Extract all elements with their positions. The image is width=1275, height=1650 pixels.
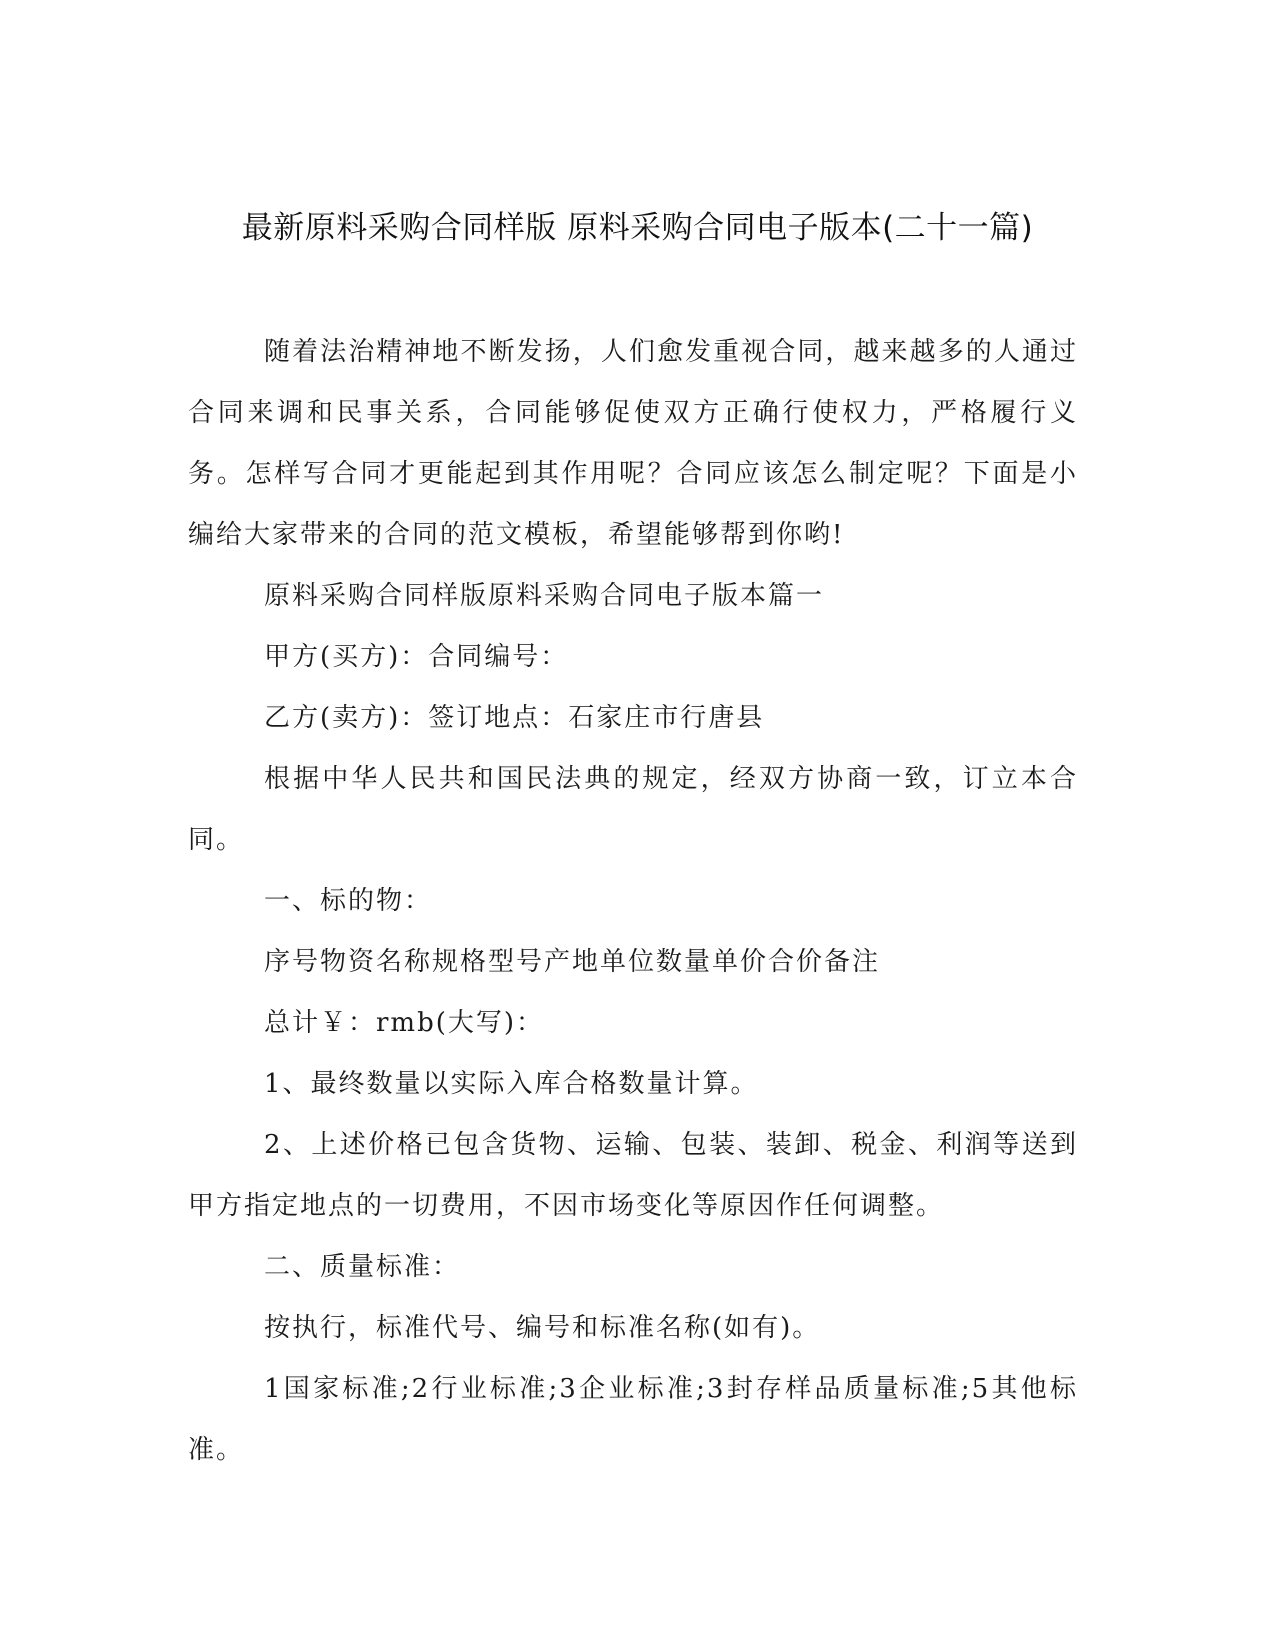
paragraph-subject-heading: 一、标的物：	[264, 886, 433, 916]
paragraph-table-columns: 序号物资名称规格型号产地单位数量单价合价备注	[264, 947, 881, 977]
paragraph-section-heading: 原料采购合同样版原料采购合同电子版本篇一	[264, 581, 825, 611]
paragraph-item-2: 2、上述价格已包含货物、运输、包装、装卸、税金、利润等送到甲方指定地点的一切费用，不因市场变化等原因作任何调整。	[188, 1130, 1078, 1221]
paragraph-quality-heading: 二、质量标准：	[264, 1252, 461, 1282]
paragraph-legal-basis: 根据中华人民共和国民法典的规定，经双方协商一致，订立本合同。	[188, 764, 1078, 855]
document-title: 最新原料采购合同样版 原料采购合同电子版本(二十一篇)	[241, 210, 1034, 246]
paragraph-total: 总计￥：rmb(大写)：	[264, 1008, 545, 1038]
paragraph-item-1: 1、最终数量以实际入库合格数量计算。	[264, 1069, 759, 1099]
paragraph-party-b: 乙方(卖方)：签订地点：石家庄市行唐县	[264, 703, 765, 733]
paragraph-intro: 随着法治精神地不断发扬，人们愈发重视合同，越来越多的人通过合同来调和民事关系，合同能够促使双方正确行使权力，严格履行义务。怎样写合同才更能起到其作用呢？合同应该怎么制定呢？下面是小编给大家带来的合同的范文模板，希望能够帮到你哟!	[188, 337, 1078, 550]
paragraph-party-a: 甲方(买方)：合同编号：	[264, 642, 569, 672]
paragraph-quality-basis: 按执行，标准代号、编号和标准名称(如有)。	[264, 1313, 821, 1343]
document-body	[188, 322, 1078, 1481]
paragraph-standards-list: 1国家标准;2行业标准;3企业标准;3封存样品质量标准;5其他标准。	[188, 1374, 1078, 1465]
